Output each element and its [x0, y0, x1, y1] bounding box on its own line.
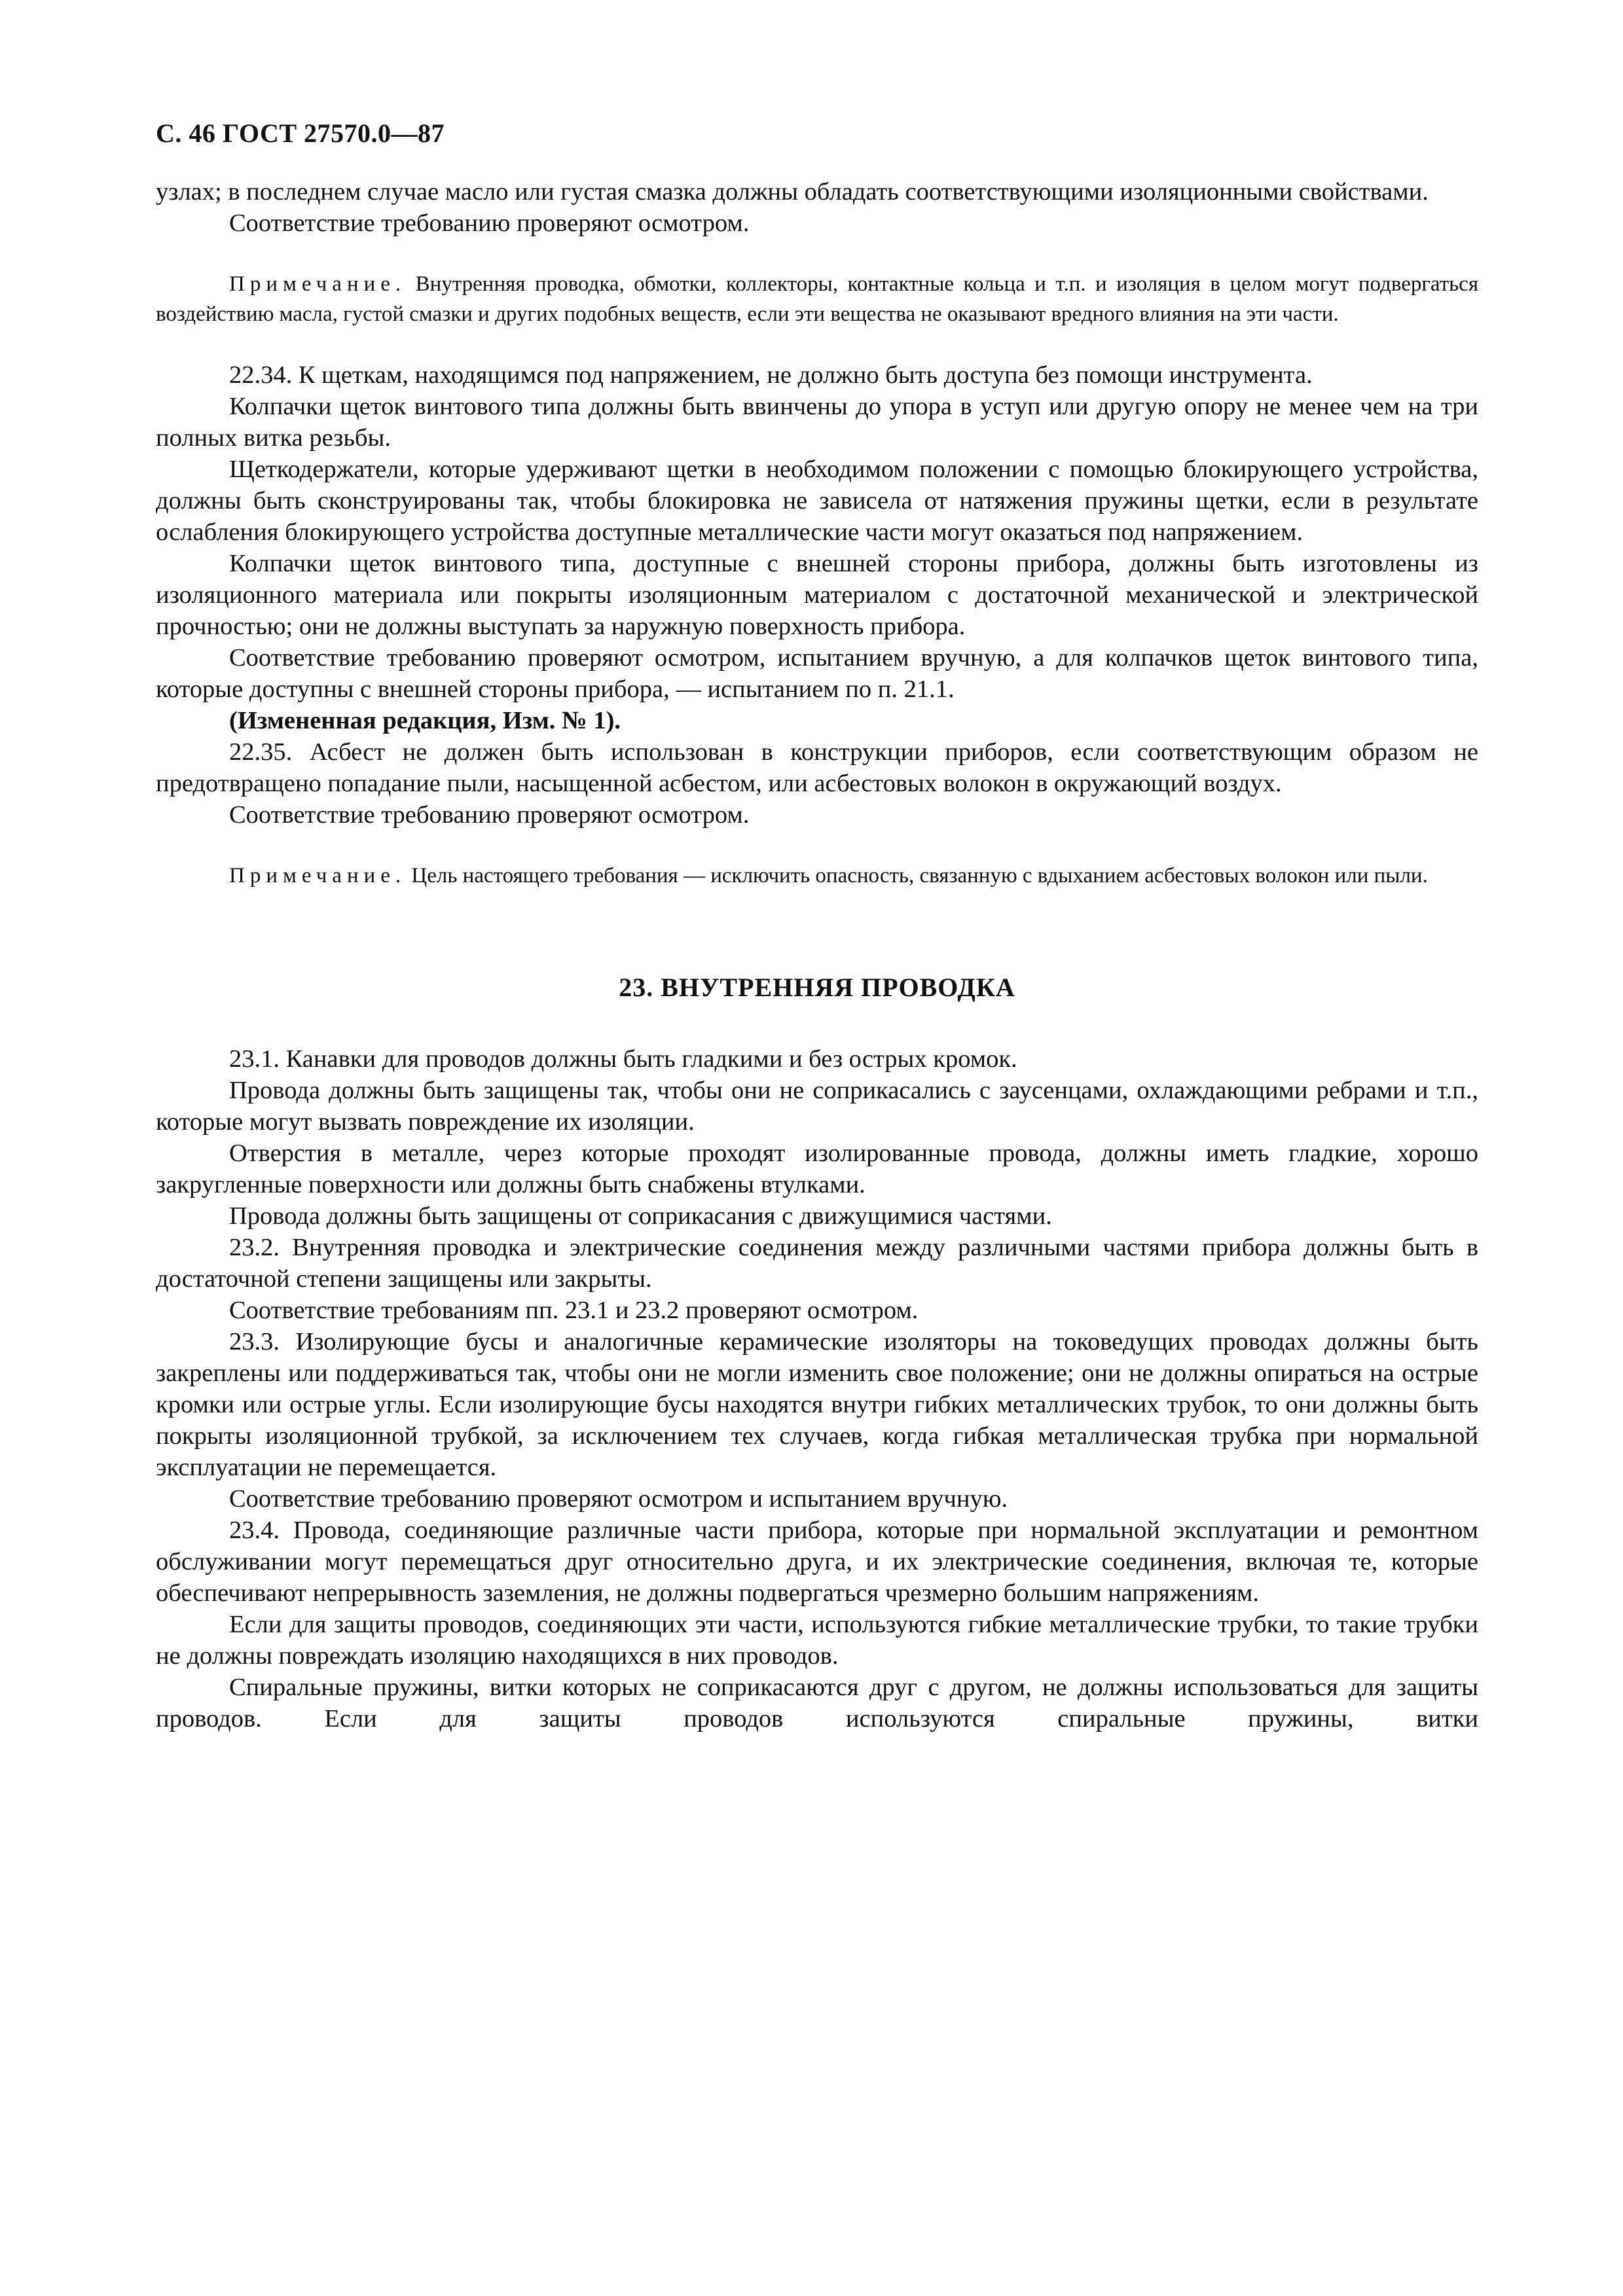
paragraph: Щеткодержатели, которые удерживают щетки в необходимом положении с помощью блокирующего устройства, должны быть сконструированы так, чтобы блокировка не зависела от натяжения пружины щетки, если в результате ослабления блокирующего устройства доступные металлические части могут оказаться под напряжением.: [156, 456, 1478, 546]
amendment-note: (Измененная редакция, Изм. № 1).: [229, 707, 621, 734]
section-title: 23. ВНУТРЕННЯЯ ПРОВОДКА: [619, 973, 1015, 1002]
page-header: С. 46 ГОСТ 27570.0—87: [156, 118, 445, 148]
paragraph: 23.3. Изолирующие бусы и аналогичные керамические изоляторы на токоведущих проводах должны быть закреплены или поддерживаться так, чтобы они не могли изменить свое положение; они не должны опираться на острые кромки или острые углы. Если изолирующие бусы находятся внутри гибких металлических трубок, то они должны быть покрыты изоляционной трубкой, за исключением тех случаев, когда гибкая металлическая трубка при нормальной эксплуатации не перемещается.: [156, 1328, 1478, 1481]
paragraph: Соответствие требованию проверяют осмотром.: [229, 801, 750, 829]
paragraph: Если для защиты проводов, соединяющих эти части, используются гибкие металлические трубки, то такие трубки не должны повреждать изоляцию находящихся в них проводов.: [156, 1611, 1478, 1670]
paragraph: 23.4. Провода, соединяющие различные части прибора, которые при нормальной эксплуатации и ремонтном обслуживании могут перемещаться друг относительно друга, и их электрические соединения, включая те, которые обеспечивают непрерывность заземления, не должны подвергаться чрезмерно большим напряжениям.: [156, 1516, 1478, 1607]
paragraph: Соответствие требованию проверяют осмотром и испытанием вручную.: [229, 1485, 1008, 1513]
paragraph: Соответствие требованиям пп. 23.1 и 23.2 проверяют осмотром.: [229, 1297, 919, 1324]
note-text: Цель настоящего требования — исключить опасность, связанную с вдыханием асбестовых волокон или пыли.: [406, 864, 1428, 888]
paragraph: Провода должны быть защищены от соприкасания с движущимися частями.: [229, 1202, 1052, 1230]
paragraph: Отверстия в металле, через которые проходят изолированные провода, должны иметь гладкие, хорошо закругленные поверхности или должны быть снабжены втулками.: [156, 1139, 1478, 1198]
document-page: [156, 118, 1478, 1734]
note-label: Примечание.: [229, 272, 407, 296]
paragraph: Соответствие требованию проверяют осмотром, испытанием вручную, а для колпачков щеток винтового типа, которые доступны с внешней стороны прибора, — испытанием по п. 21.1.: [156, 644, 1478, 703]
paragraph: Провода должны быть защищены так, чтобы они не соприкасались с заусенцами, охлаждающими ребрами и т.п., которые могут вызвать повреждение их изоляции.: [156, 1077, 1478, 1136]
paragraph: Спиральные пружины, витки которых не соприкасаются друг с другом, не должны использоваться для защиты проводов. Если для защиты проводов используются спиральные пружины, витки: [156, 1674, 1478, 1732]
paragraph: Колпачки щеток винтового типа, доступные с внешней стороны прибора, должны быть изготовлены из изоляционного материала или покрыты изоляционным материалом с достаточной механической и электрической прочностью; они не должны выступать за наружную поверхность прибора.: [156, 550, 1478, 640]
note: [156, 861, 1478, 891]
note-text: Внутренняя проводка, обмотки, коллекторы, контактные кольца и т.п. и изоляция в целом могут подвергаться воздействию масла, густой смазки и других подобных веществ, если эти вещества не оказывают вредного влияния на эти части.: [156, 272, 1478, 326]
paragraph: Колпачки щеток винтового типа должны быть ввинчены до упора в уступ или другую опору не менее чем на три полных витка резьбы.: [156, 393, 1478, 452]
paragraph: 22.34. К щеткам, находящимся под напряжением, не должно быть доступа без помощи инструмента.: [229, 361, 1313, 389]
paragraph: Соответствие требованию проверяют осмотром.: [229, 209, 750, 237]
paragraph: 22.35. Асбест не должен быть использован в конструкции приборов, если соответствующим образом не предотвращено попадание пыли, насыщенной асбестом, или асбестовых волокон в окружающий воздух.: [156, 738, 1478, 797]
note-label: Примечание.: [229, 864, 407, 888]
paragraph: узлах; в последнем случае масло или густая смазка должны обладать соответствующими изоляционными свойствами.: [156, 178, 1429, 206]
paragraph: 23.1. Канавки для проводов должны быть гладкими и без острых кромок.: [229, 1045, 1017, 1073]
paragraph: 23.2. Внутренняя проводка и электрические соединения между различными частями прибора должны быть в достаточной степени защищены или закрыты.: [156, 1234, 1478, 1293]
note: [156, 269, 1478, 329]
